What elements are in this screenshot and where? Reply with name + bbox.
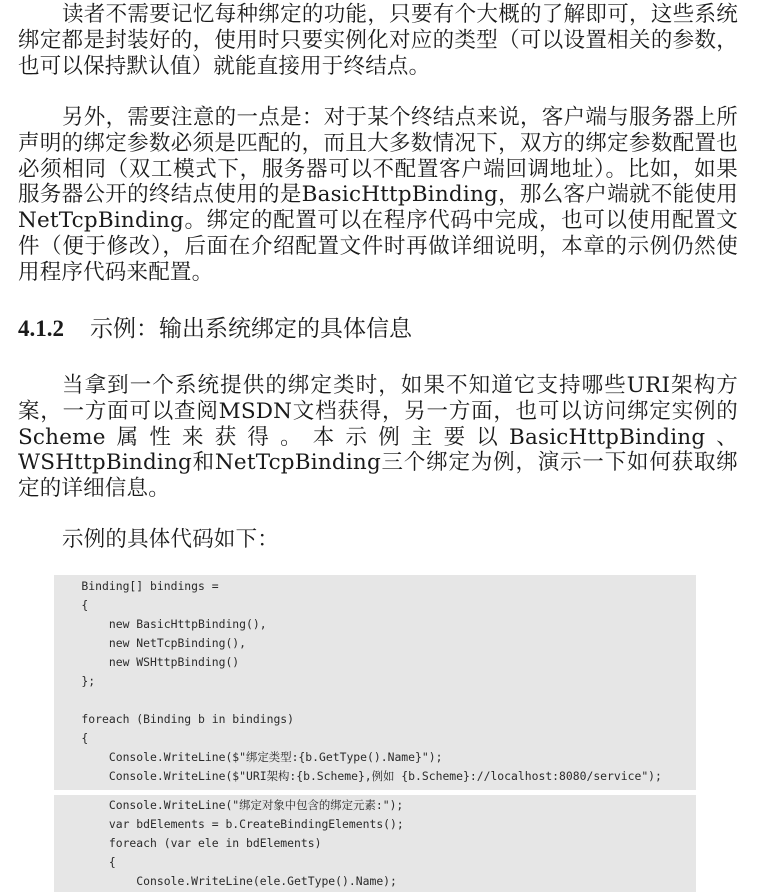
code-block-continued (54, 795, 696, 892)
code-line: foreach (var ele in bdElements) (54, 836, 322, 850)
code-line: }; (54, 674, 96, 688)
code-line: var bdElements = b.CreateBindingElements(); (54, 817, 404, 831)
paragraph-code-intro: 示例的具体代码如下： (62, 527, 280, 552)
code-line: { (54, 731, 89, 745)
code-line: Console.WriteLine(ele.GetType().Name); (54, 874, 397, 888)
code-line: new WSHttpBinding() (54, 655, 240, 669)
code-line: foreach (Binding b in bindings) (54, 712, 295, 726)
section-number: 4.1.2 (18, 316, 64, 341)
section-title: 示例：输出系统绑定的具体信息 (90, 316, 412, 342)
code-line: Binding[] bindings = (54, 579, 219, 593)
paragraph-binding-overview: 读者不需要记忆每种绑定的功能，只要有个大概的了解即可，这些系统绑定都是封装好的，使用时只要实例化对应的类型（可以设置相关的参数，也可以保持默认值）就能直接用于终结点。 (18, 2, 738, 79)
section-heading (18, 314, 412, 344)
code-line: { (54, 855, 116, 869)
code-line: new NetTcpBinding(), (54, 636, 247, 650)
code-line: new BasicHttpBinding(), (54, 617, 267, 631)
code-line: Console.WriteLine($"URI架构:{b.Scheme},例如 {b.Scheme}://localhost:8080/service"); (54, 769, 662, 783)
code-line: Console.WriteLine("绑定对象中包含的绑定元素:"); (54, 798, 404, 812)
code-block (54, 575, 696, 790)
paragraph-example-intro: 当拿到一个系统提供的绑定类时，如果不知道它支持哪些URI架构方案，一方面可以查阅MSDN文档获得，另一方面，也可以访问绑定实例的Scheme属性来获得。本示例主要以BasicHttpBinding、WSHttpBinding和NetTcpBinding三个绑定为例，演示一下如何获取绑定的详细信息。 (18, 373, 738, 502)
code-line: { (54, 598, 89, 612)
paragraph-binding-matching: 另外，需要注意的一点是：对于某个终结点来说，客户端与服务器上所声明的绑定参数必须是匹配的，而且大多数情况下，双方的绑定参数配置也必须相同（双工模式下，服务器可以不配置客户端回调地址）。比如，如果服务器公开的终结点使用的是BasicHttpBinding，那么客户端就不能使用NetTcpBinding。绑定的配置可以在程序代码中完成，也可以使用配置文件（便于修改），后面在介绍配置文件时再做详细说明，本章的示例仍然使用程序代码来配置。 (18, 105, 738, 285)
code-line: Console.WriteLine($"绑定类型:{b.GetType().Name}"); (54, 750, 443, 764)
